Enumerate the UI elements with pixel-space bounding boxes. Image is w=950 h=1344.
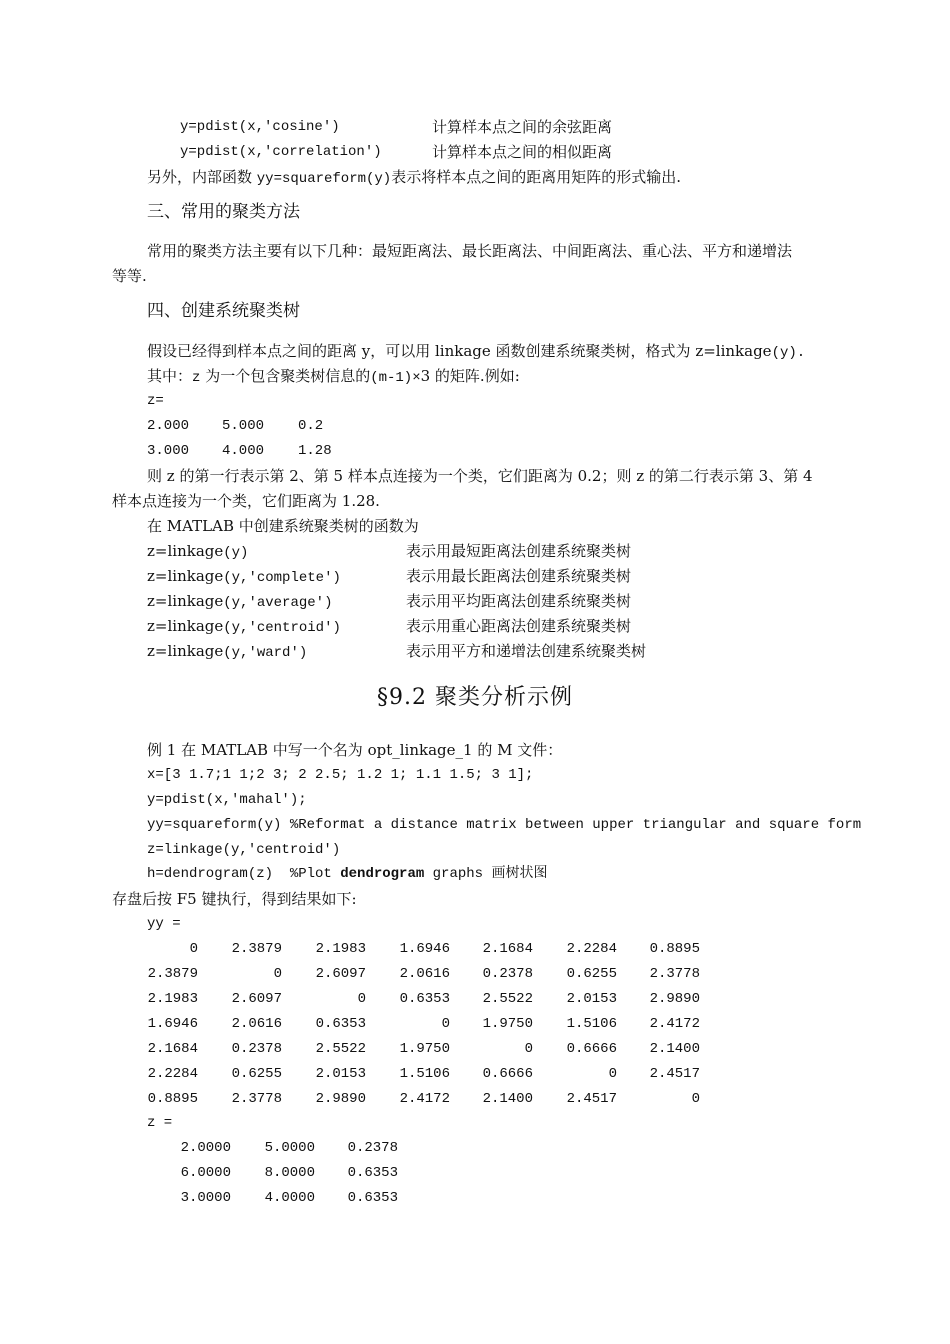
linkage-row-3-desc: 表示用平均距离法创建系统聚类树 [406, 592, 632, 610]
yy-cell-r1-c6: 2.2284 [566, 941, 617, 957]
dendro-bold: dendrogram [340, 866, 425, 882]
z-cell-r2-c3: 0.6353 [347, 1165, 398, 1181]
yy-cell-r3-c6: 2.0153 [566, 991, 617, 1007]
section4-line1 [147, 341, 805, 363]
intro-desc-correlation: 计算样本点之间的相似距离 [432, 143, 613, 161]
yy-cell-r5-c4: 1.9750 [399, 1041, 450, 1057]
section3-heading: 三、常用的聚类方法 [147, 202, 300, 222]
section4-line2-mid: 为一个包含聚类树信息的 [200, 367, 371, 385]
yy-cell-r2-c4: 2.0616 [399, 966, 450, 982]
yy-cell-r1-c1: 0 [189, 941, 198, 957]
z-cell-r2-c1: 6.0000 [180, 1165, 231, 1181]
yy-cell-r4-c4: 0 [441, 1016, 450, 1032]
yy-cell-r2-c1: 2.3879 [147, 966, 198, 982]
squareform-note-post: 表示将样本点之间的距离用矩阵的形式输出. [391, 168, 681, 186]
run-note: 存盘后按 F5 键执行，得到结果如下: [112, 890, 357, 908]
yy-cell-r3-c4: 0.6353 [399, 991, 450, 1007]
yy-cell-r2-c6: 0.6255 [566, 966, 617, 982]
section-9-2-title: §9.2 聚类分析示例 [377, 685, 573, 710]
section3-body-line1: 常用的聚类方法主要有以下几种：最短距离法、最长距离法、中间距离法、重心法、平方和递增法 [147, 242, 793, 260]
yy-cell-r7-c3: 2.9890 [315, 1091, 366, 1107]
linkage-row-1-arg: (y) [223, 545, 249, 561]
matlab-intro: 在 MATLAB 中创建系统聚类树的函数为 [147, 517, 419, 535]
yy-cell-r6-c6: 0 [608, 1066, 617, 1082]
linkage-row-5-desc: 表示用平方和递增法创建系统聚类树 [406, 642, 647, 660]
yy-cell-r7-c5: 2.1400 [482, 1091, 533, 1107]
section4-line1-text: 假设已经得到样本点之间的距离 y，可以用 linkage 函数创建系统聚类树，格式为 z=linkage [147, 342, 772, 360]
code-line-3: yy=squareform(y) %Reformat a distance matrix between upper triangular and square form [147, 817, 862, 833]
yy-cell-r6-c5: 0.6666 [482, 1066, 533, 1082]
linkage-row-4-desc: 表示用重心距离法创建系统聚类树 [406, 617, 632, 635]
yy-cell-r7-c7: 0 [691, 1091, 700, 1107]
code-line-dendrogram [147, 864, 547, 884]
z-cell-r1-c1: 2.0000 [180, 1140, 231, 1156]
code-line-1: x=[3 1.7;1 1;2 3; 2 2.5; 1.2 1; 1.1 1.5; 3 1]; [147, 767, 534, 783]
linkage-row-4-arg: (y,'centroid') [223, 620, 341, 636]
yy-cell-r2-c3: 2.6097 [315, 966, 366, 982]
example-z-row2-c1: 3.000 [147, 443, 190, 459]
yy-cell-r7-c1: 0.8895 [147, 1091, 198, 1107]
linkage-row-5 [147, 641, 307, 663]
yy-cell-r2-c7: 2.3778 [649, 966, 700, 982]
example1-intro: 例 1 在 MATLAB 中写一个名为 opt_linkage_1 的 M 文件： [147, 741, 563, 759]
linkage-row-2-arg: (y,'complete') [223, 570, 341, 586]
squareform-note-pre: 另外，内部函数 [147, 168, 257, 186]
linkage-row-4 [147, 616, 341, 638]
yy-cell-r5-c6: 0.6666 [566, 1041, 617, 1057]
section4-line2-code2: (m-1)× [370, 370, 421, 386]
yy-cell-r6-c7: 2.4517 [649, 1066, 700, 1082]
yy-cell-r6-c3: 2.0153 [315, 1066, 366, 1082]
code-line-4: z=linkage(y,'centroid') [147, 842, 341, 858]
example-z-label: z= [147, 393, 164, 409]
squareform-note [147, 167, 681, 189]
yy-cell-r1-c4: 1.6946 [399, 941, 450, 957]
yy-cell-r1-c7: 0.8895 [649, 941, 700, 957]
example-z-row2-c2: 4.000 [222, 443, 265, 459]
linkage-row-1-desc: 表示用最短距离法创建系统聚类树 [406, 542, 632, 560]
yy-cell-r1-c5: 2.1684 [482, 941, 533, 957]
yy-cell-r3-c1: 2.1983 [147, 991, 198, 1007]
z-cell-r3-c2: 4.0000 [264, 1190, 315, 1206]
section4-line2-pre: 其中： [147, 367, 193, 385]
linkage-row-3-prefix: z=linkage [147, 592, 224, 610]
linkage-row-4-prefix: z=linkage [147, 617, 224, 635]
example-z-row1-c1: 2.000 [147, 418, 190, 434]
linkage-row-3-arg: (y,'average') [223, 595, 333, 611]
section3-body-line2: 等等. [112, 267, 147, 285]
z-cell-r3-c3: 0.6353 [347, 1190, 398, 1206]
linkage-row-2-desc: 表示用最长距离法创建系统聚类树 [406, 567, 632, 585]
z-cell-r1-c2: 5.0000 [264, 1140, 315, 1156]
yy-cell-r7-c2: 2.3778 [231, 1091, 282, 1107]
intro-desc-cosine: 计算样本点之间的余弦距离 [432, 118, 613, 136]
linkage-row-5-arg: (y,'ward') [223, 645, 308, 661]
yy-cell-r4-c5: 1.9750 [482, 1016, 533, 1032]
yy-cell-r5-c3: 2.5522 [315, 1041, 366, 1057]
yy-cell-r4-c6: 1.5106 [566, 1016, 617, 1032]
yy-cell-r3-c7: 2.9890 [649, 991, 700, 1007]
yy-cell-r4-c1: 1.6946 [147, 1016, 198, 1032]
explain-line2: 样本点连接为一个类，它们距离为 1.28. [112, 492, 380, 510]
z-cell-r1-c3: 0.2378 [347, 1140, 398, 1156]
yy-cell-r2-c2: 0 [273, 966, 282, 982]
yy-cell-r6-c4: 1.5106 [399, 1066, 450, 1082]
code-line-2: y=pdist(x,'mahal'); [147, 792, 307, 808]
example-z-row1-c2: 5.000 [222, 418, 265, 434]
linkage-row-5-prefix: z=linkage [147, 642, 224, 660]
linkage-row-2-prefix: z=linkage [147, 567, 224, 585]
yy-cell-r3-c5: 2.5522 [482, 991, 533, 1007]
yy-cell-r3-c3: 0 [357, 991, 366, 1007]
linkage-row-3 [147, 591, 332, 613]
z-cell-r3-c1: 3.0000 [180, 1190, 231, 1206]
yy-cell-r5-c5: 0 [524, 1041, 533, 1057]
yy-cell-r6-c2: 0.6255 [231, 1066, 282, 1082]
yy-cell-r4-c7: 2.4172 [649, 1016, 700, 1032]
linkage-row-2 [147, 566, 341, 588]
yy-label: yy = [147, 916, 181, 932]
linkage-row-1 [147, 541, 248, 563]
linkage-row-1-prefix: z=linkage [147, 542, 224, 560]
dendro-post: graphs 画树状图 [424, 866, 548, 882]
example-z-row1-c3: 0.2 [298, 418, 324, 434]
yy-cell-r2-c5: 0.2378 [482, 966, 533, 982]
section4-heading: 四、创建系统聚类树 [147, 301, 300, 321]
section4-line1-code: (y). [771, 345, 806, 361]
yy-cell-r6-c1: 2.2284 [147, 1066, 198, 1082]
yy-cell-r7-c6: 2.4517 [566, 1091, 617, 1107]
section4-line2 [147, 366, 520, 388]
yy-cell-r3-c2: 2.6097 [231, 991, 282, 1007]
intro-code-correlation: y=pdist(x,'correlation') [180, 144, 382, 160]
example-z-row2-c3: 1.28 [298, 443, 332, 459]
yy-cell-r4-c3: 0.6353 [315, 1016, 366, 1032]
explain-line1: 则 z 的第一行表示第 2、第 5 样本点连接为一个类，它们距离为 0.2；则 z 的第二行表示第 3、第 4 [147, 467, 813, 485]
section4-line2-post: 3 的矩阵.例如: [420, 367, 520, 385]
yy-cell-r5-c1: 2.1684 [147, 1041, 198, 1057]
yy-cell-r5-c2: 0.2378 [231, 1041, 282, 1057]
yy-cell-r4-c2: 2.0616 [231, 1016, 282, 1032]
z-label: z = [147, 1115, 173, 1131]
yy-cell-r7-c4: 2.4172 [399, 1091, 450, 1107]
section4-line2-code: z [192, 370, 201, 386]
intro-code-cosine: y=pdist(x,'cosine') [180, 119, 340, 135]
yy-cell-r5-c7: 2.1400 [649, 1041, 700, 1057]
yy-cell-r1-c3: 2.1983 [315, 941, 366, 957]
z-cell-r2-c2: 8.0000 [264, 1165, 315, 1181]
dendro-pre: h=dendrogram(z) %Plot [147, 866, 341, 882]
squareform-note-code: yy=squareform(y) [256, 171, 392, 187]
yy-cell-r1-c2: 2.3879 [231, 941, 282, 957]
